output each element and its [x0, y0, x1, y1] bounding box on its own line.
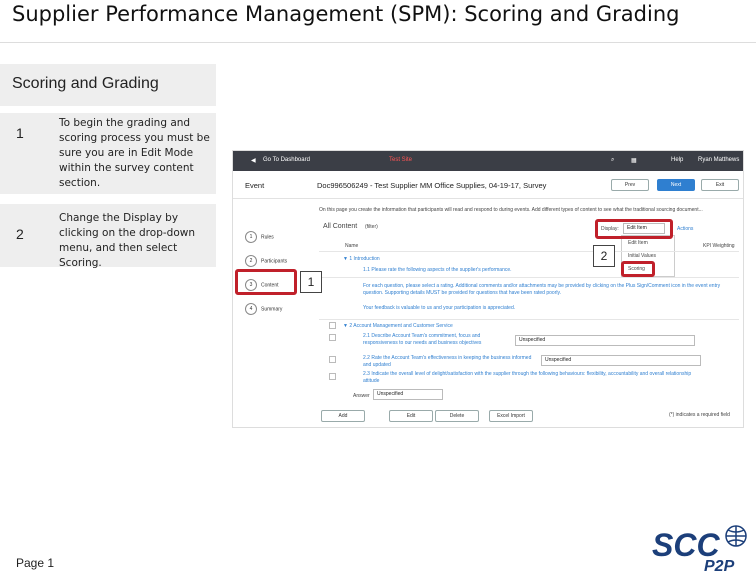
step-1: [0, 113, 216, 194]
scoring-highlight: [621, 261, 655, 277]
prev-button[interactable]: Prev: [611, 179, 649, 191]
table-row[interactable]: ▼ 1 Introduction: [343, 256, 380, 262]
row-checkbox[interactable]: [329, 322, 336, 329]
test-site-label: Test Site: [389, 157, 413, 163]
display-select[interactable]: Edit Item: [623, 223, 665, 234]
exit-button[interactable]: Exit: [701, 179, 739, 191]
nav-summary[interactable]: 4 Summary: [245, 303, 282, 315]
answer-select[interactable]: Unspecified: [515, 335, 695, 346]
edit-button[interactable]: Edit: [389, 410, 433, 422]
dropdown-item-initial[interactable]: Initial Values: [628, 253, 656, 259]
search-icon[interactable]: ⌕: [611, 157, 615, 163]
table-row: Your feedback is valuable to us and your participation is appreciated.: [363, 305, 516, 311]
help-link[interactable]: Help: [671, 157, 684, 163]
table-row[interactable]: 2.2 Rate the Account Team's effectiveness in keeping the business informed and updated: [363, 355, 532, 368]
excel-import-button[interactable]: Excel Import: [489, 410, 533, 422]
row-checkbox[interactable]: [329, 373, 336, 380]
callout-1: 1: [300, 271, 322, 293]
display-highlight: [595, 219, 673, 239]
dropdown-item-scoring[interactable]: Scoring: [628, 266, 645, 272]
go-dashboard-link[interactable]: Go To Dashboard: [263, 157, 310, 163]
filter-link[interactable]: (filter): [365, 224, 378, 230]
answer-select[interactable]: Unspecified: [541, 355, 701, 366]
table-row[interactable]: ▼ 2 Account Management and Customer Service: [343, 323, 453, 329]
table-row[interactable]: 2.1 Describe Account Team's commitment, focus and responsiveness to our needs and business objectives: [363, 333, 482, 346]
nav-participants[interactable]: 2 Participants: [245, 255, 287, 267]
row-divider: [319, 251, 739, 252]
svg-text:P2P: P2P: [704, 558, 735, 572]
all-content-label: All Content: [323, 223, 358, 230]
nav-rules[interactable]: 1 Rules: [245, 231, 274, 243]
step-2: [0, 204, 216, 267]
title-divider: [0, 42, 756, 43]
scc-p2p-logo: [652, 522, 748, 572]
actions-menu[interactable]: Actions: [677, 226, 694, 232]
content-highlight: [235, 269, 297, 295]
page-number: Page 1: [16, 556, 55, 570]
step-number: 1: [16, 125, 24, 141]
row-divider: [319, 319, 739, 320]
top-bar: [233, 151, 744, 171]
page-title: Supplier Performance Management (SPM): Scoring and Grading: [12, 2, 680, 26]
required-note: (*) indicates a required field: [669, 412, 730, 418]
col-name: Name: [345, 243, 359, 249]
table-row[interactable]: 1.1 Please rate the following aspects of the supplier's performance.: [363, 267, 512, 273]
row-checkbox[interactable]: [329, 356, 336, 363]
table-row[interactable]: 2.3 Indicate the overall level of delight/satisfaction with the supplier through the following behaviours: flexibility, accountability and overall relationship attitude: [363, 371, 692, 384]
step-text: To begin the grading and scoring process you must be sure you are in Edit Mode within the survey content section.: [59, 117, 210, 189]
grid-icon[interactable]: ▦: [631, 158, 637, 164]
svg-text:SCC: SCC: [652, 527, 720, 563]
answer-label: Answer: [353, 393, 370, 399]
document-title: Doc996506249 - Test Supplier MM Office Supplies, 04-19-17, Survey: [317, 181, 547, 190]
user-menu[interactable]: Ryan Matthews: [698, 157, 740, 163]
display-label: Display:: [601, 226, 619, 232]
next-button[interactable]: Next: [657, 179, 695, 191]
table-row: For each question, please select a rating. Additional comments and/or attachments may be provided by clicking on the Plus Sign/Comment icon in the event entry question. Supporting details MUST be provided for questions that have been rated poorly.: [363, 283, 721, 296]
col-kpi: KPI Weighting: [703, 243, 735, 249]
info-text: On this page you create the information that participants will read and respond to during events. Add different types of content to see what the traditional sourcing document...: [319, 207, 703, 213]
nav-content[interactable]: 3 Content: [245, 279, 279, 291]
callout-2: 2: [593, 245, 615, 267]
globe-icon: [726, 526, 746, 546]
add-button[interactable]: Add: [321, 410, 365, 422]
delete-button[interactable]: Delete: [435, 410, 479, 422]
step-number: 2: [16, 226, 24, 242]
row-divider: [319, 277, 739, 278]
step-text: Change the Display by clicking on the drop-down menu, and then select Scoring.: [59, 212, 195, 269]
event-label: Event: [245, 181, 265, 190]
row-checkbox[interactable]: [329, 334, 336, 341]
section-heading: Scoring and Grading: [0, 64, 216, 106]
dropdown-item-edit[interactable]: Edit Item: [628, 240, 648, 246]
back-arrow-icon[interactable]: ◀: [251, 158, 256, 164]
answer-select[interactable]: Unspecified: [373, 389, 443, 400]
